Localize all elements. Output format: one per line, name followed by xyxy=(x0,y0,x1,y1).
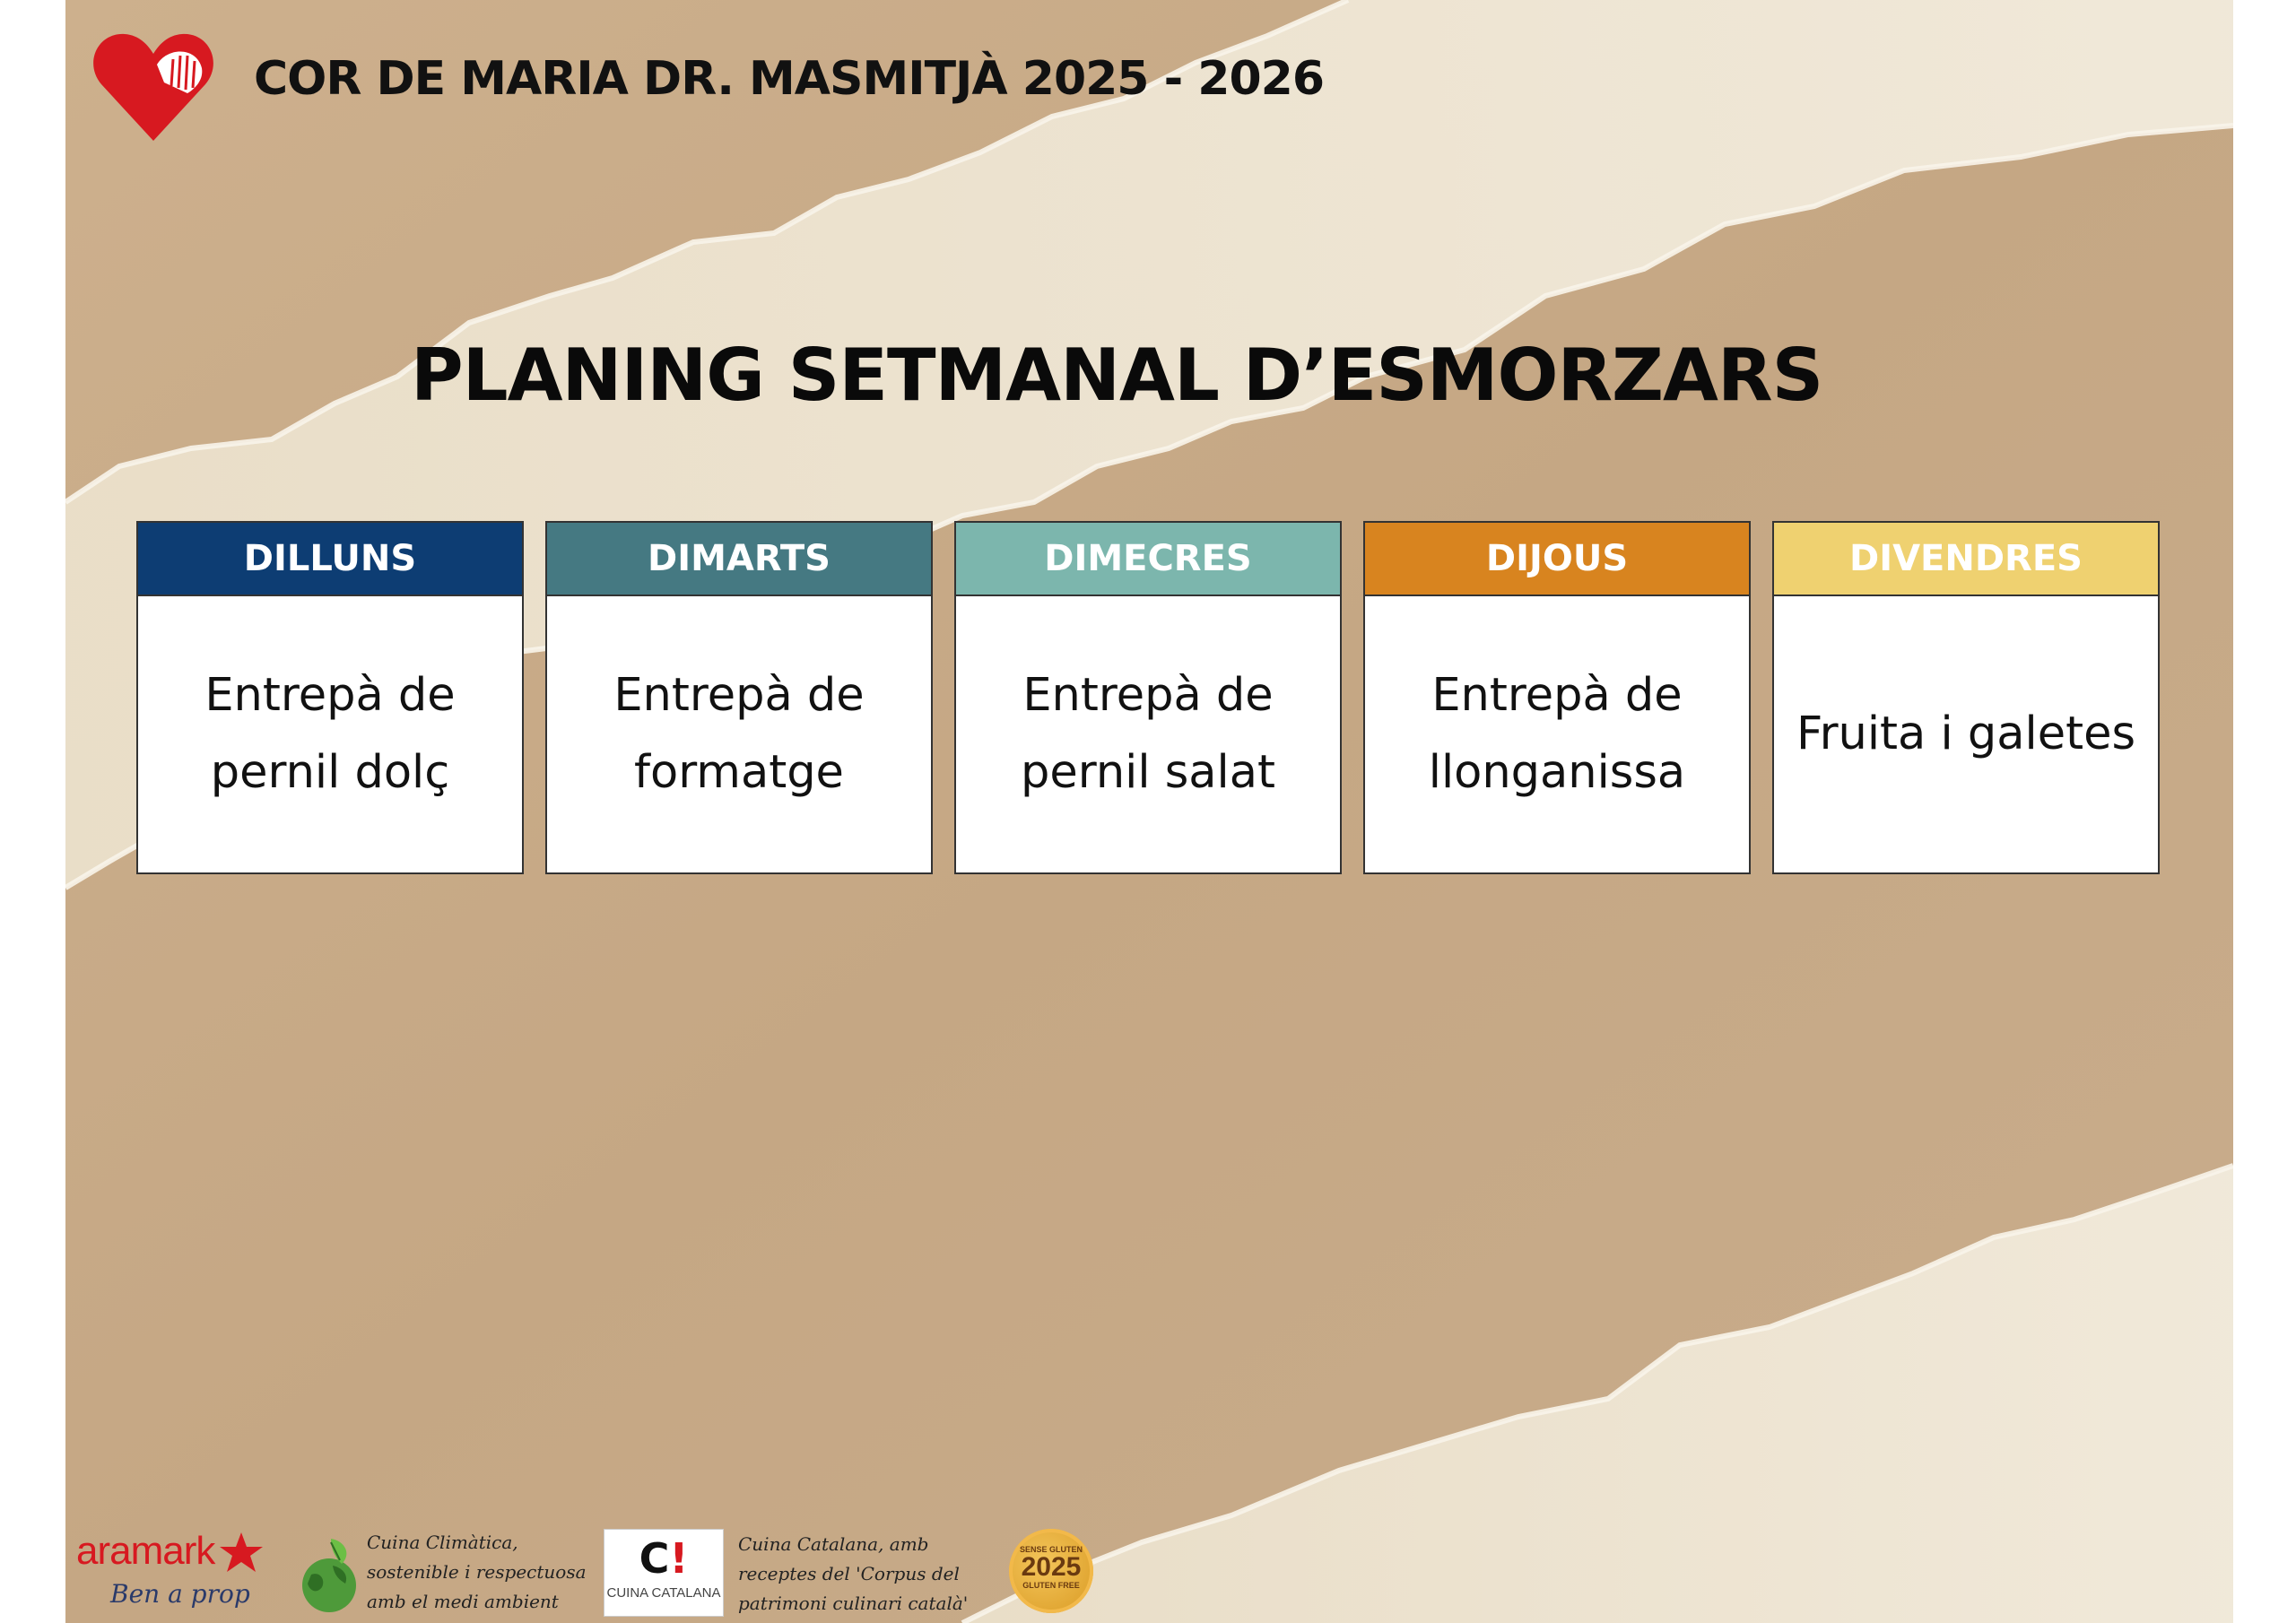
menu-poster xyxy=(65,0,2233,1623)
cuina-climatica-note: Cuina Climàtica, sostenible i respectuosa amb el medi ambient xyxy=(367,1532,587,1612)
page-title: PLANING SETMANAL D’ESMORZARS xyxy=(411,334,1823,417)
cuina-catalana-note: Cuina Catalana, amb receptes del 'Corpus del patrimoni culinari català' xyxy=(738,1533,969,1614)
day-card-dilluns xyxy=(136,521,524,874)
day-card-dijous xyxy=(1363,521,1751,874)
school-title: COR DE MARIA DR. MASMITJÀ 2025 - 2026 xyxy=(254,52,1324,106)
day-header: DILLUNS xyxy=(138,523,522,596)
aramark-wordmark: aramark xyxy=(76,1529,215,1573)
gluten-badge-top: SENSE GLUTEN xyxy=(1019,1545,1083,1554)
gluten-free-badge xyxy=(1009,1529,1093,1613)
aramark-tagline: Ben a prop xyxy=(110,1579,250,1609)
day-meal: Entrepà de formatge xyxy=(613,669,865,799)
heart-logo-icon xyxy=(91,29,216,145)
day-header: DIMECRES xyxy=(956,523,1340,596)
day-header: DIMARTS xyxy=(547,523,931,596)
day-meal: Entrepà de pernil salat xyxy=(1021,669,1275,799)
day-meal: Fruita i galetes xyxy=(1796,707,2136,760)
gluten-badge-bottom: GLUTEN FREE xyxy=(1022,1581,1080,1590)
day-meal: Entrepà de pernil dolç xyxy=(204,669,456,799)
cuina-catalana-label: CUINA CATALANA xyxy=(606,1585,721,1601)
day-meal: Entrepà de llonganissa xyxy=(1428,669,1686,799)
day-card-dimecres xyxy=(954,521,1342,874)
gluten-badge-year: 2025 xyxy=(1021,1552,1082,1582)
cuina-catalana-mark: C! xyxy=(639,1534,689,1583)
day-header: DIJOUS xyxy=(1365,523,1749,596)
leaf-globe-icon xyxy=(300,1535,361,1618)
day-header: DIVENDRES xyxy=(1774,523,2158,596)
day-card-divendres xyxy=(1772,521,2160,874)
cuina-catalana-logo xyxy=(604,1529,724,1617)
day-card-dimarts xyxy=(545,521,933,874)
aramark-logo xyxy=(76,1529,283,1619)
star-person-icon xyxy=(216,1529,266,1579)
weekly-planner xyxy=(136,521,2163,876)
